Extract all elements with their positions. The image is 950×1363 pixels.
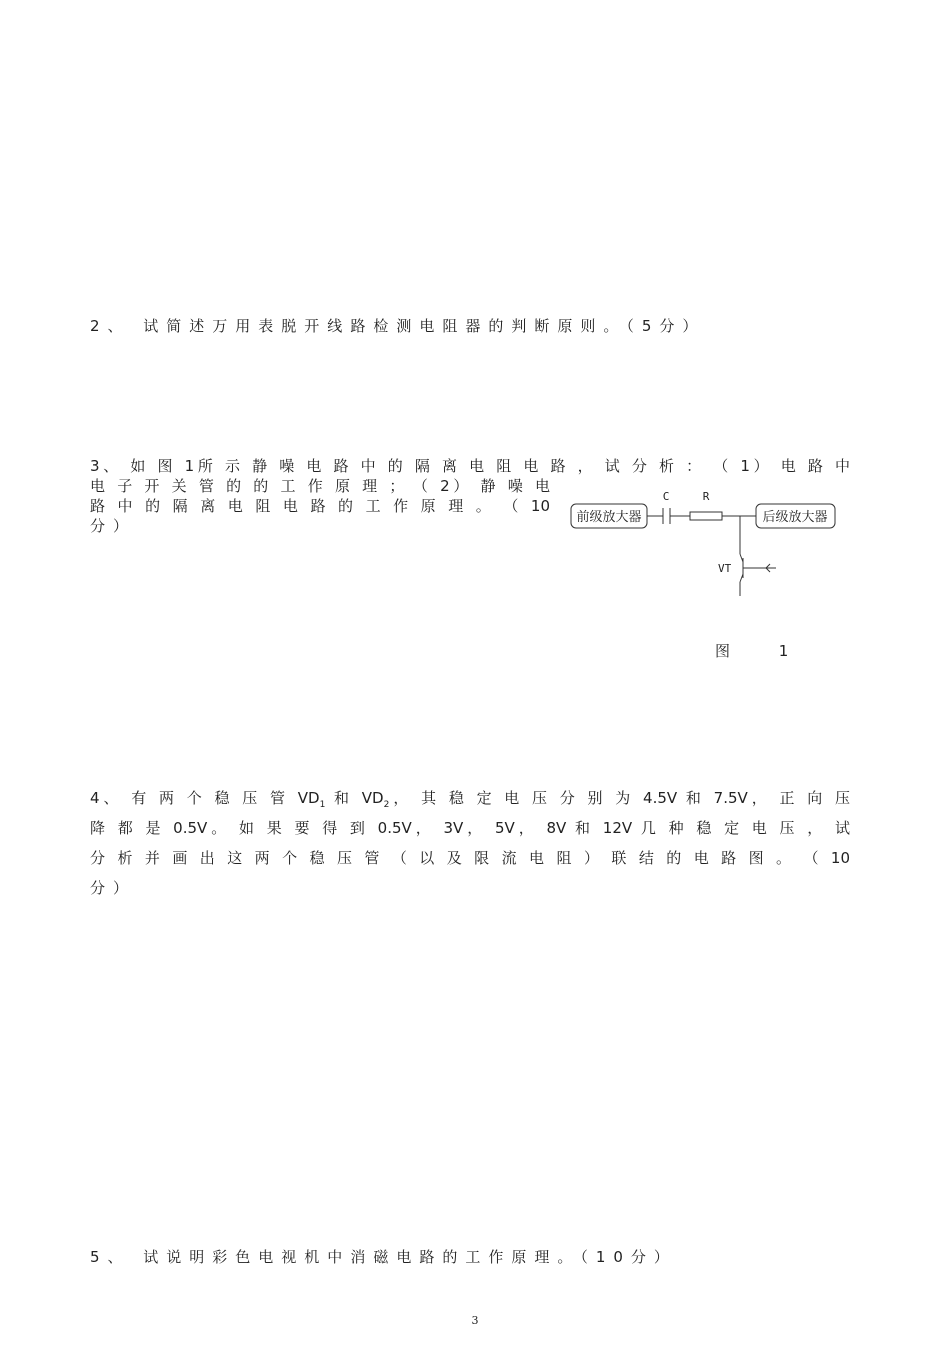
transistor-label: VT	[718, 562, 732, 575]
pre-amp-label: 前级放大器	[576, 510, 642, 525]
q4-text-b: 和 VD	[325, 789, 384, 807]
question-5: 5、 试说明彩色电视机中消磁电路的工作原理。（10分）	[90, 1248, 677, 1266]
resistor-label: R	[702, 490, 710, 503]
question-4-line-1	[90, 787, 850, 810]
figure-1-caption: 图 1	[715, 642, 811, 660]
q4-text-c: ， 其 稳 定 电 压 分 别 为 4.5V 和 7.5V， 正 向 压	[389, 789, 850, 807]
question-3-line-2: 电 子 开 关 管 的 的 工 作 原 理 ； （ 2） 静 噪 电	[90, 477, 550, 495]
q4-subscript-2: 2	[383, 800, 390, 810]
question-3-line-4: 分）	[90, 517, 137, 535]
resistor	[690, 512, 722, 520]
question-4-line-2: 降 都 是 0.5V。 如 果 要 得 到 0.5V， 3V， 5V， 8V 和 12V 几 种 稳 定 电 压 ， 试	[90, 819, 850, 837]
page-number: 3	[471, 1314, 479, 1327]
figure-1-circuit	[560, 480, 850, 610]
question-2: 2、 试简述万用表脱开线路检测电阻器的判断原则。（5分）	[90, 317, 706, 335]
post-amp-label: 后级放大器	[762, 510, 828, 525]
question-3-line-1: 3、 如 图 1所 示 静 噪 电 路 中 的 隔 离 电 阻 电 路 ， 试 分 析 ： （ 1） 电 路 中	[90, 457, 850, 475]
question-4-line-3: 分 析 并 画 出 这 两 个 稳 压 管 （ 以 及 限 流 电 阻 ） 联 结 的 电 路 图 。 （ 10	[90, 849, 850, 867]
q4-text-a: 4、 有 两 个 稳 压 管 VD	[90, 789, 320, 807]
q4-subscript-1: 1	[319, 800, 326, 810]
question-4-line-4: 分）	[90, 879, 137, 897]
capacitor-label: C	[662, 490, 670, 503]
question-3-line-3: 路 中 的 隔 离 电 阻 电 路 的 工 作 原 理 。 （ 10	[90, 497, 550, 515]
